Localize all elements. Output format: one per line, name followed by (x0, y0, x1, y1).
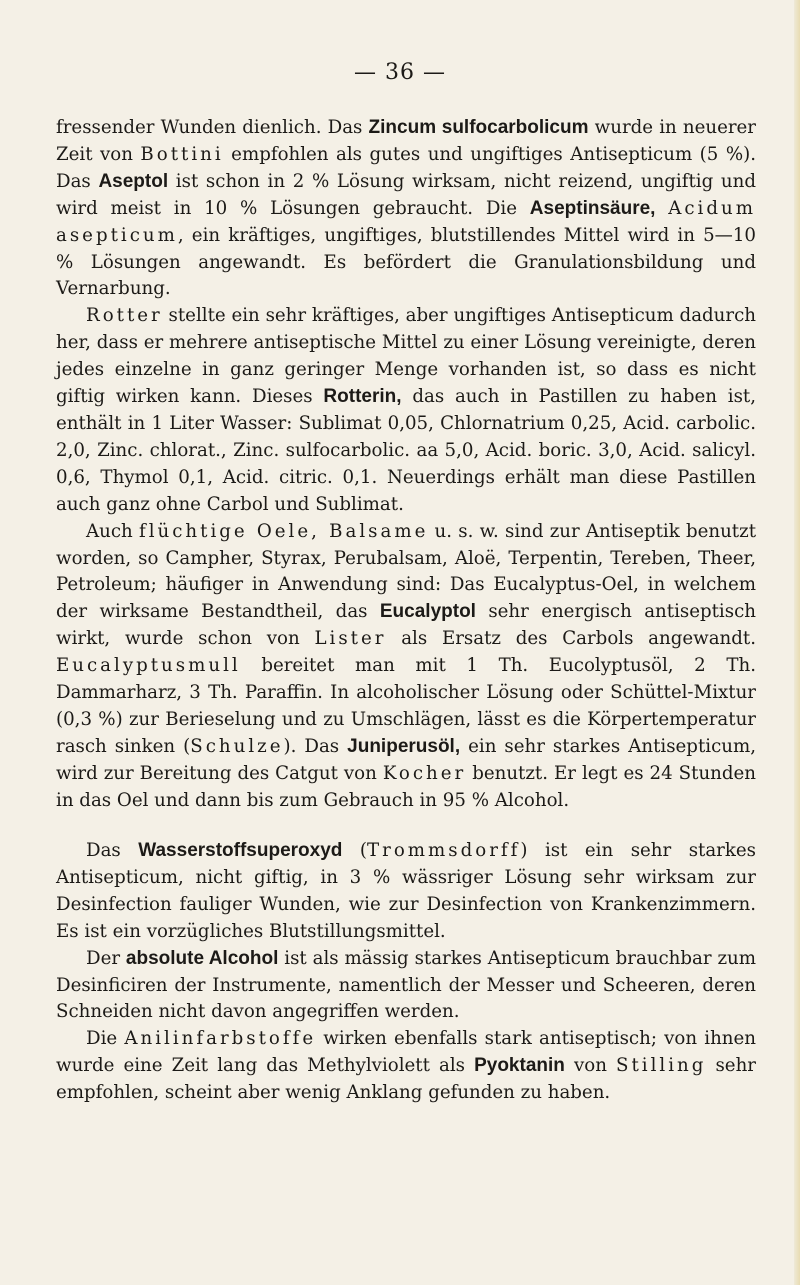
text-block-upper (56, 115, 756, 815)
paragraph-zincum: fressender Wunden dienlich. Das Zincum sulfocarbolicum wurde in neuerer Zeit von Bottini empfohlen als gutes und ungiftiges Antisepticum (5 %). Das Aseptol ist schon in 2 % Lösung wirksam, nicht reizend, ungiftig und wird meist in 10 % Lösungen gebraucht. Die Aseptinsäure, Acidum asepticum, ein kräftiges, ungiftiges, blutstillendes Mittel wird in 5—10 % Lösungen angewandt. Es befördert die Granulationsbildung und Vernarbung. (56, 117, 756, 300)
paragraph-anilinfarbstoffe: Die Anilinfarbstoffe wirken ebenfalls stark antiseptisch; von ihnen wurde eine Zeit lang das Methylviolett als Pyoktanin von Stilling sehr empfohlen, scheint aber wenig Anklang gefunden zu haben. (56, 1028, 756, 1104)
paragraph-alcohol: Der absolute Alcohol ist als mässig starkes Antisepticum brauchbar zum Desinficiren der Instrumente, namentlich der Messer und Scheeren, deren Schneiden nicht davon angegriffen werden. (56, 947, 756, 1023)
text-block-lower (56, 838, 756, 1107)
page-edge (794, 0, 800, 1285)
paragraph-rotter: Rotter stellte ein sehr kräftiges, aber ungiftiges Antisepticum dadurch her, dass er mehrere antiseptische Mittel zu einer Lösung vereinigte, deren jedes einzelne in ganz geringer Menge vorhanden ist, so dass es nicht giftig wirken kann. Dieses Rotterin, das auch in Pastillen zu haben ist, enthält in 1 Liter Wasser: Sublimat 0,05, Chlornatrium 0,25, Acid. carbolic. 2,0, Zinc. chlorat., Zinc. sulfocarbolic. aa 5,0, Acid. boric. 3,0, Acid. salicyl. 0,6, Thymol 0,1, Acid. citric. 0,1. Neuerdings erhält man diese Pastillen auch ganz ohne Carbol und Sublimat. (56, 305, 757, 515)
paragraph-fluechtige-oele: Auch flüchtige Oele, Balsame u. s. w. sind zur Antiseptik benutzt worden, so Campher, Styrax, Perubalsam, Aloë, Terpentin, Tereben, Theer, Petroleum; häufiger in Anwendung sind: Das Eucalyptus-Oel, in welchem der wirksame Bestandtheil, das Eucalyptol sehr energisch antiseptisch wirkt, wurde schon von Lister als Ersatz des Carbols angewandt. Eucalyptusmull bereitet man mit 1 Th. Eucolyptusöl, 2 Th. Dammarharz, 3 Th. Paraffin. In alcoholischer Lösung oder Schüttel-Mixtur (0,3 %) zur Berieselung und zu Umschlägen, lässt es die Körpertemperatur rasch sinken (Schulze). Das Juniperusöl, ein sehr starkes Antisepticum, wird zur Bereitung des Catgut von Kocher benutzt. Er legt es 24 Stunden in das Oel und dann bis zum Gebrauch in 95 % Alcohol. (56, 520, 757, 811)
paragraph-wasserstoffsuperoxyd: Das Wasserstoffsuperoxyd (Trommsdorff) ist ein sehr starkes Antisepticum, nicht giftig, in 3 % wässriger Lösung sehr wirksam zur Desinfection fauliger Wunden, wie zur Desinfection von Krankenzimmern. Es ist ein vorzügliches Blutstillungsmittel. (56, 840, 756, 942)
page-number: — 36 — (354, 60, 446, 85)
